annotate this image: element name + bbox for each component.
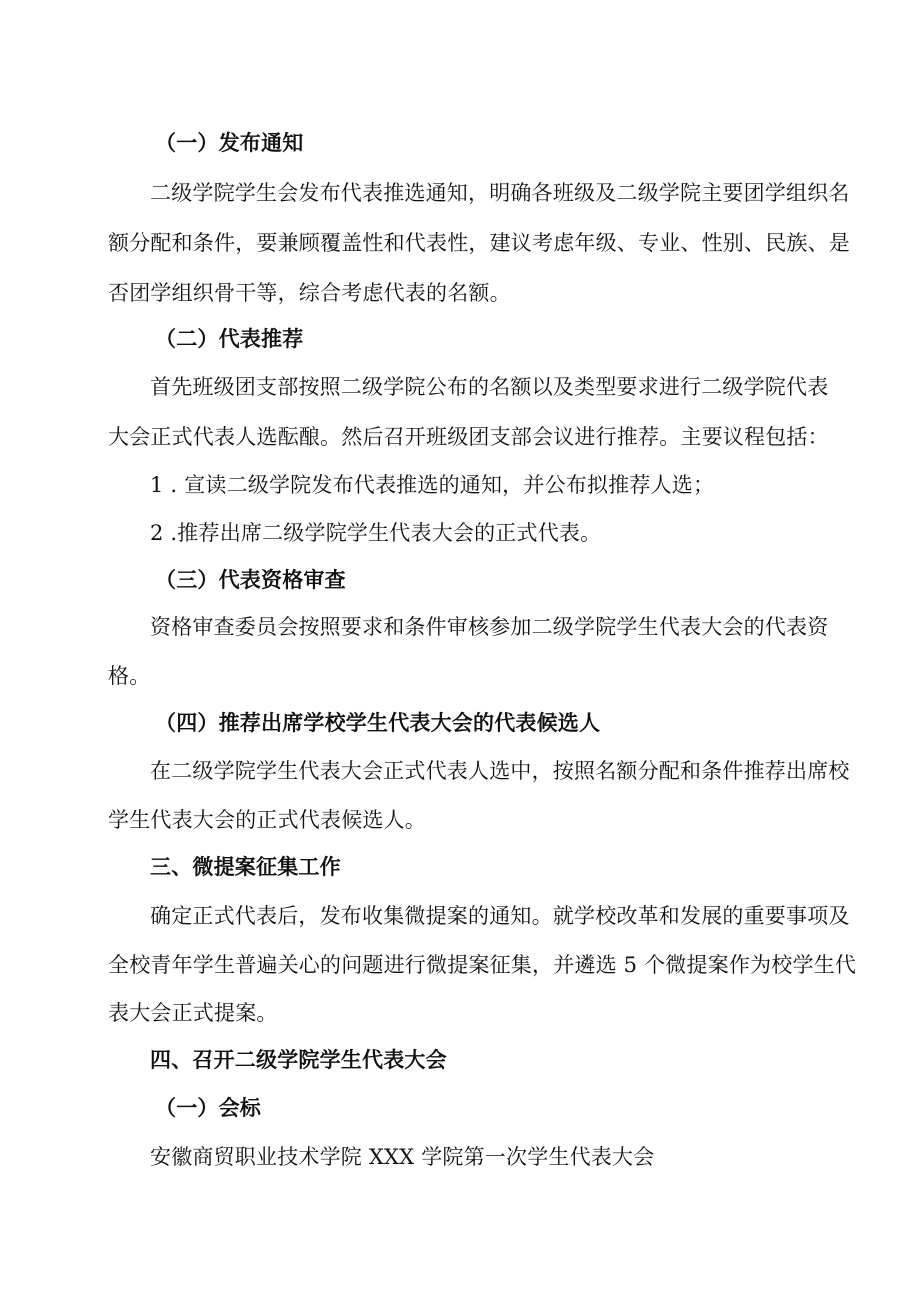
list-item-1: 1 . 宣读二级学院发布代表推选的通知，并公布拟推荐人选；	[150, 473, 715, 497]
paragraph-line: 额分配和条件，要兼顾覆盖性和代表性，建议考虑年级、专业、性别、民族、是	[108, 231, 850, 255]
section-heading-3: （三）代表资格审查	[155, 567, 346, 592]
paragraph-line: 资格审查委员会按照要求和条件审核参加二级学院学生代表大会的代表资	[150, 615, 829, 639]
paragraph-line: 全校青年学生普遍关心的问题进行微提案征集，并遴选 5 个微提案作为校学生代	[108, 953, 857, 977]
part-heading-3: 三、微提案征集工作	[150, 854, 341, 879]
section-heading-part4-1: （一）会标	[155, 1095, 261, 1120]
paragraph-line: 首先班级团支部按照二级学院公布的名额以及类型要求进行二级学院代表	[150, 375, 829, 399]
paragraph-line: 二级学院学生会发布代表推选通知，明确各班级及二级学院主要团学组织名	[150, 181, 850, 205]
paragraph-line: 大会正式代表人选酝酿。然后召开班级团支部会议进行推荐。主要议程包括：	[108, 425, 829, 449]
paragraph-line: 否团学组织骨干等，综合考虑代表的名额。	[108, 281, 511, 305]
paragraph-line: 安徽商贸职业技术学院 XXX 学院第一次学生代表大会	[150, 1145, 655, 1169]
paragraph-line: 格。	[108, 664, 151, 688]
paragraph-line: 在二级学院学生代表大会正式代表人选中，按照名额分配和条件推荐出席校	[150, 759, 850, 783]
part-heading-4: 四、召开二级学院学生代表大会	[150, 1047, 447, 1072]
paragraph-line: 确定正式代表后，发布收集微提案的通知。就学校改革和发展的重要事项及	[150, 904, 850, 928]
section-heading-2: （二）代表推荐	[155, 326, 304, 351]
section-heading-1: （一）发布通知	[155, 130, 304, 155]
paragraph-line: 学生代表大会的正式代表候选人。	[108, 808, 426, 832]
list-item-2: 2 .推荐出席二级学院学生代表大会的正式代表。	[150, 521, 602, 545]
section-heading-4: （四）推荐出席学校学生代表大会的代表候选人	[155, 710, 601, 735]
paragraph-line: 表大会正式提案。	[108, 1001, 278, 1025]
